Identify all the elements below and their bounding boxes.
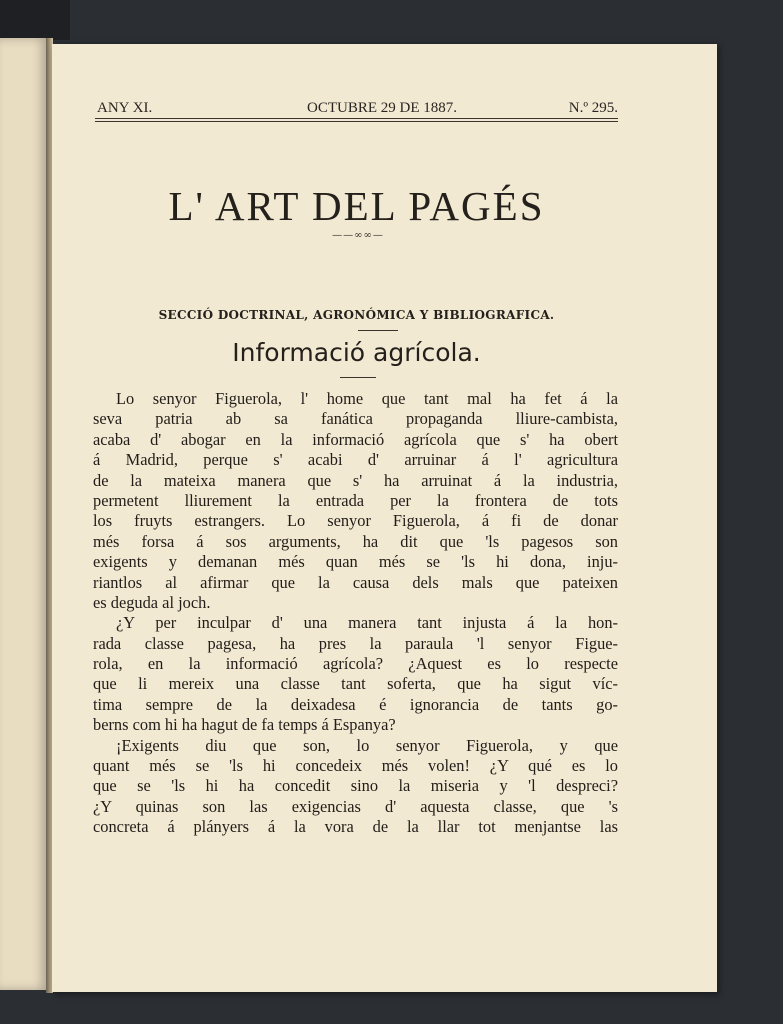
issue-header — [97, 100, 618, 118]
article-line: més forsa á sos arguments, ha dit que 'ls pagesos son — [93, 531, 618, 551]
article-line: ¡Exigents diu que son, lo senyor Figuerola, y que — [116, 735, 618, 755]
article-line: de la mateixa manera que s' ha arruinat á la industria, — [93, 470, 618, 490]
issue-number: N.º 295. — [568, 100, 618, 116]
masthead-title: L' ART DEL PAGÉS — [168, 183, 545, 229]
article-line: riantlos al afirmar que la causa dels mals que pateixen — [93, 572, 618, 592]
article-line: ¿Y per inculpar d' una manera tant injusta á la hon- — [116, 613, 618, 633]
header-rule-bottom — [95, 121, 618, 122]
section-rule — [358, 330, 398, 331]
article-line: seva patria ab sa fanática propaganda lliure-cambista, — [93, 409, 618, 429]
article-title: Informació agrícola. — [232, 338, 481, 367]
ornament-divider: ——∞∞— — [332, 230, 384, 241]
article-body — [93, 389, 618, 838]
issue-date: OCTUBRE 29 DE 1887. — [307, 100, 457, 116]
article-line: ¿Y quinas son las exigencias d' aquesta classe, que 's — [93, 796, 618, 816]
article-line: que li mereix una classe tant soferta, que ha sigut víc- — [93, 674, 618, 694]
newspaper-page — [52, 44, 717, 992]
header-rule-top — [95, 118, 618, 119]
article-line: rada classe pagesa, ha pres la paraula 'l senyor Figue- — [93, 633, 618, 653]
title-rule — [340, 377, 376, 378]
volume-label: ANY XI. — [97, 100, 153, 116]
article-line: berns com hi ha hagut de fa temps á Espanya? — [93, 715, 396, 735]
article-line: á Madrid, perque s' acabi d' arruinar á l' agricultura — [93, 450, 618, 470]
article-line: tima sempre de la deixadesa é ignorancia de tants go- — [93, 694, 618, 714]
article-line: los fruyts estrangers. Lo senyor Figuerola, á fi de donar — [93, 511, 618, 531]
article-line: es deguda al joch. — [93, 592, 211, 612]
article-line: rola, en la informació agrícola? ¿Aquest es lo respecte — [93, 654, 618, 674]
article-line: quant més se 'ls hi concedeix més volen! ¿Y qué es lo — [93, 756, 618, 776]
section-heading: SECCIÓ DOCTRINAL, AGRONÓMICA Y BIBLIOGRAFICA. — [158, 308, 555, 322]
article-line: Lo senyor Figuerola, l' home que tant mal ha fet á la — [116, 389, 618, 408]
article-line: que se 'ls hi ha concedit sino la miseria y 'l despreci? — [93, 776, 618, 796]
article-line: exigents y demanan més quan més se 'ls hi dona, inju- — [93, 552, 618, 572]
article-line: concreta á plányers á la vora de la llar tot menjantse las — [93, 817, 618, 837]
article-line: acaba d' abogar en la informació agrícola que s' ha obert — [93, 429, 618, 449]
article-line: permetent lliurement la entrada per la frontera de tots — [93, 490, 618, 510]
